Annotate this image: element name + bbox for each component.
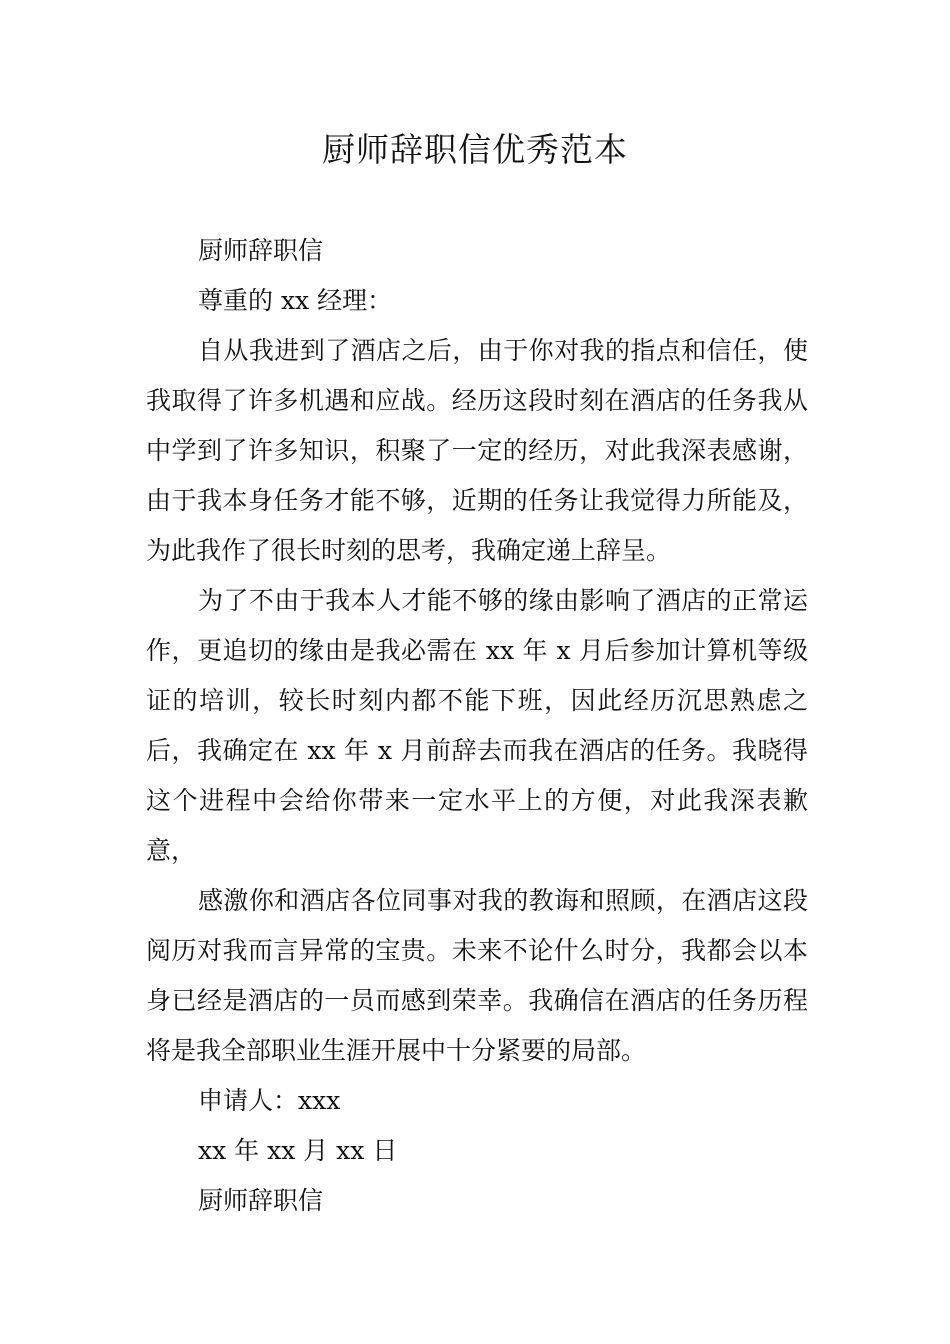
letter-date: xx 年 xx 月 xx 日 — [198, 1136, 398, 1165]
letter-paragraph-3: 感激你和酒店各位同事对我的教诲和照顾，在酒店这段阅历对我而言异常的宝贵。未来不论什么时分，我都会以本身已经是酒店的一员而感到荣幸。我确信在酒店的任务历程将是我全部职业生涯开展中十分紧要的局部。 — [146, 886, 808, 1065]
letter-salutation: 尊重的 xx 经理： — [198, 286, 393, 315]
document-title: 厨师辞职信优秀范本 — [322, 130, 628, 169]
letter-paragraph-1: 自从我进到了酒店之后，由于你对我的指点和信任，使我取得了许多机遇和应战。经历这段时刻在酒店的任务我从中学到了许多知识，积聚了一定的经历，对此我深表感谢，由于我本身任务才能不够，近期的任务让我觉得力所能及，为此我作了很长时刻的思考，我确定递上辞呈。 — [146, 336, 808, 565]
letter-heading: 厨师辞职信 — [198, 236, 324, 265]
document-body — [146, 226, 808, 1226]
letter-paragraph-2: 为了不由于我本人才能不够的缘由影响了酒店的正常运作，更追切的缘由是我必需在 xx 年 x 月后参加计算机等级证的培训，较长时刻内都不能下班，因此经历沉思熟虑之后，我确定在 xx 年 x 月前辞去而我在酒店的任务。我晓得这个进程中会给你带来一定水平上的方便，对此我深表歉意， — [146, 586, 808, 865]
letter-footer-heading: 厨师辞职信 — [198, 1186, 324, 1215]
letter-applicant: 申请人：xxx — [198, 1086, 341, 1115]
